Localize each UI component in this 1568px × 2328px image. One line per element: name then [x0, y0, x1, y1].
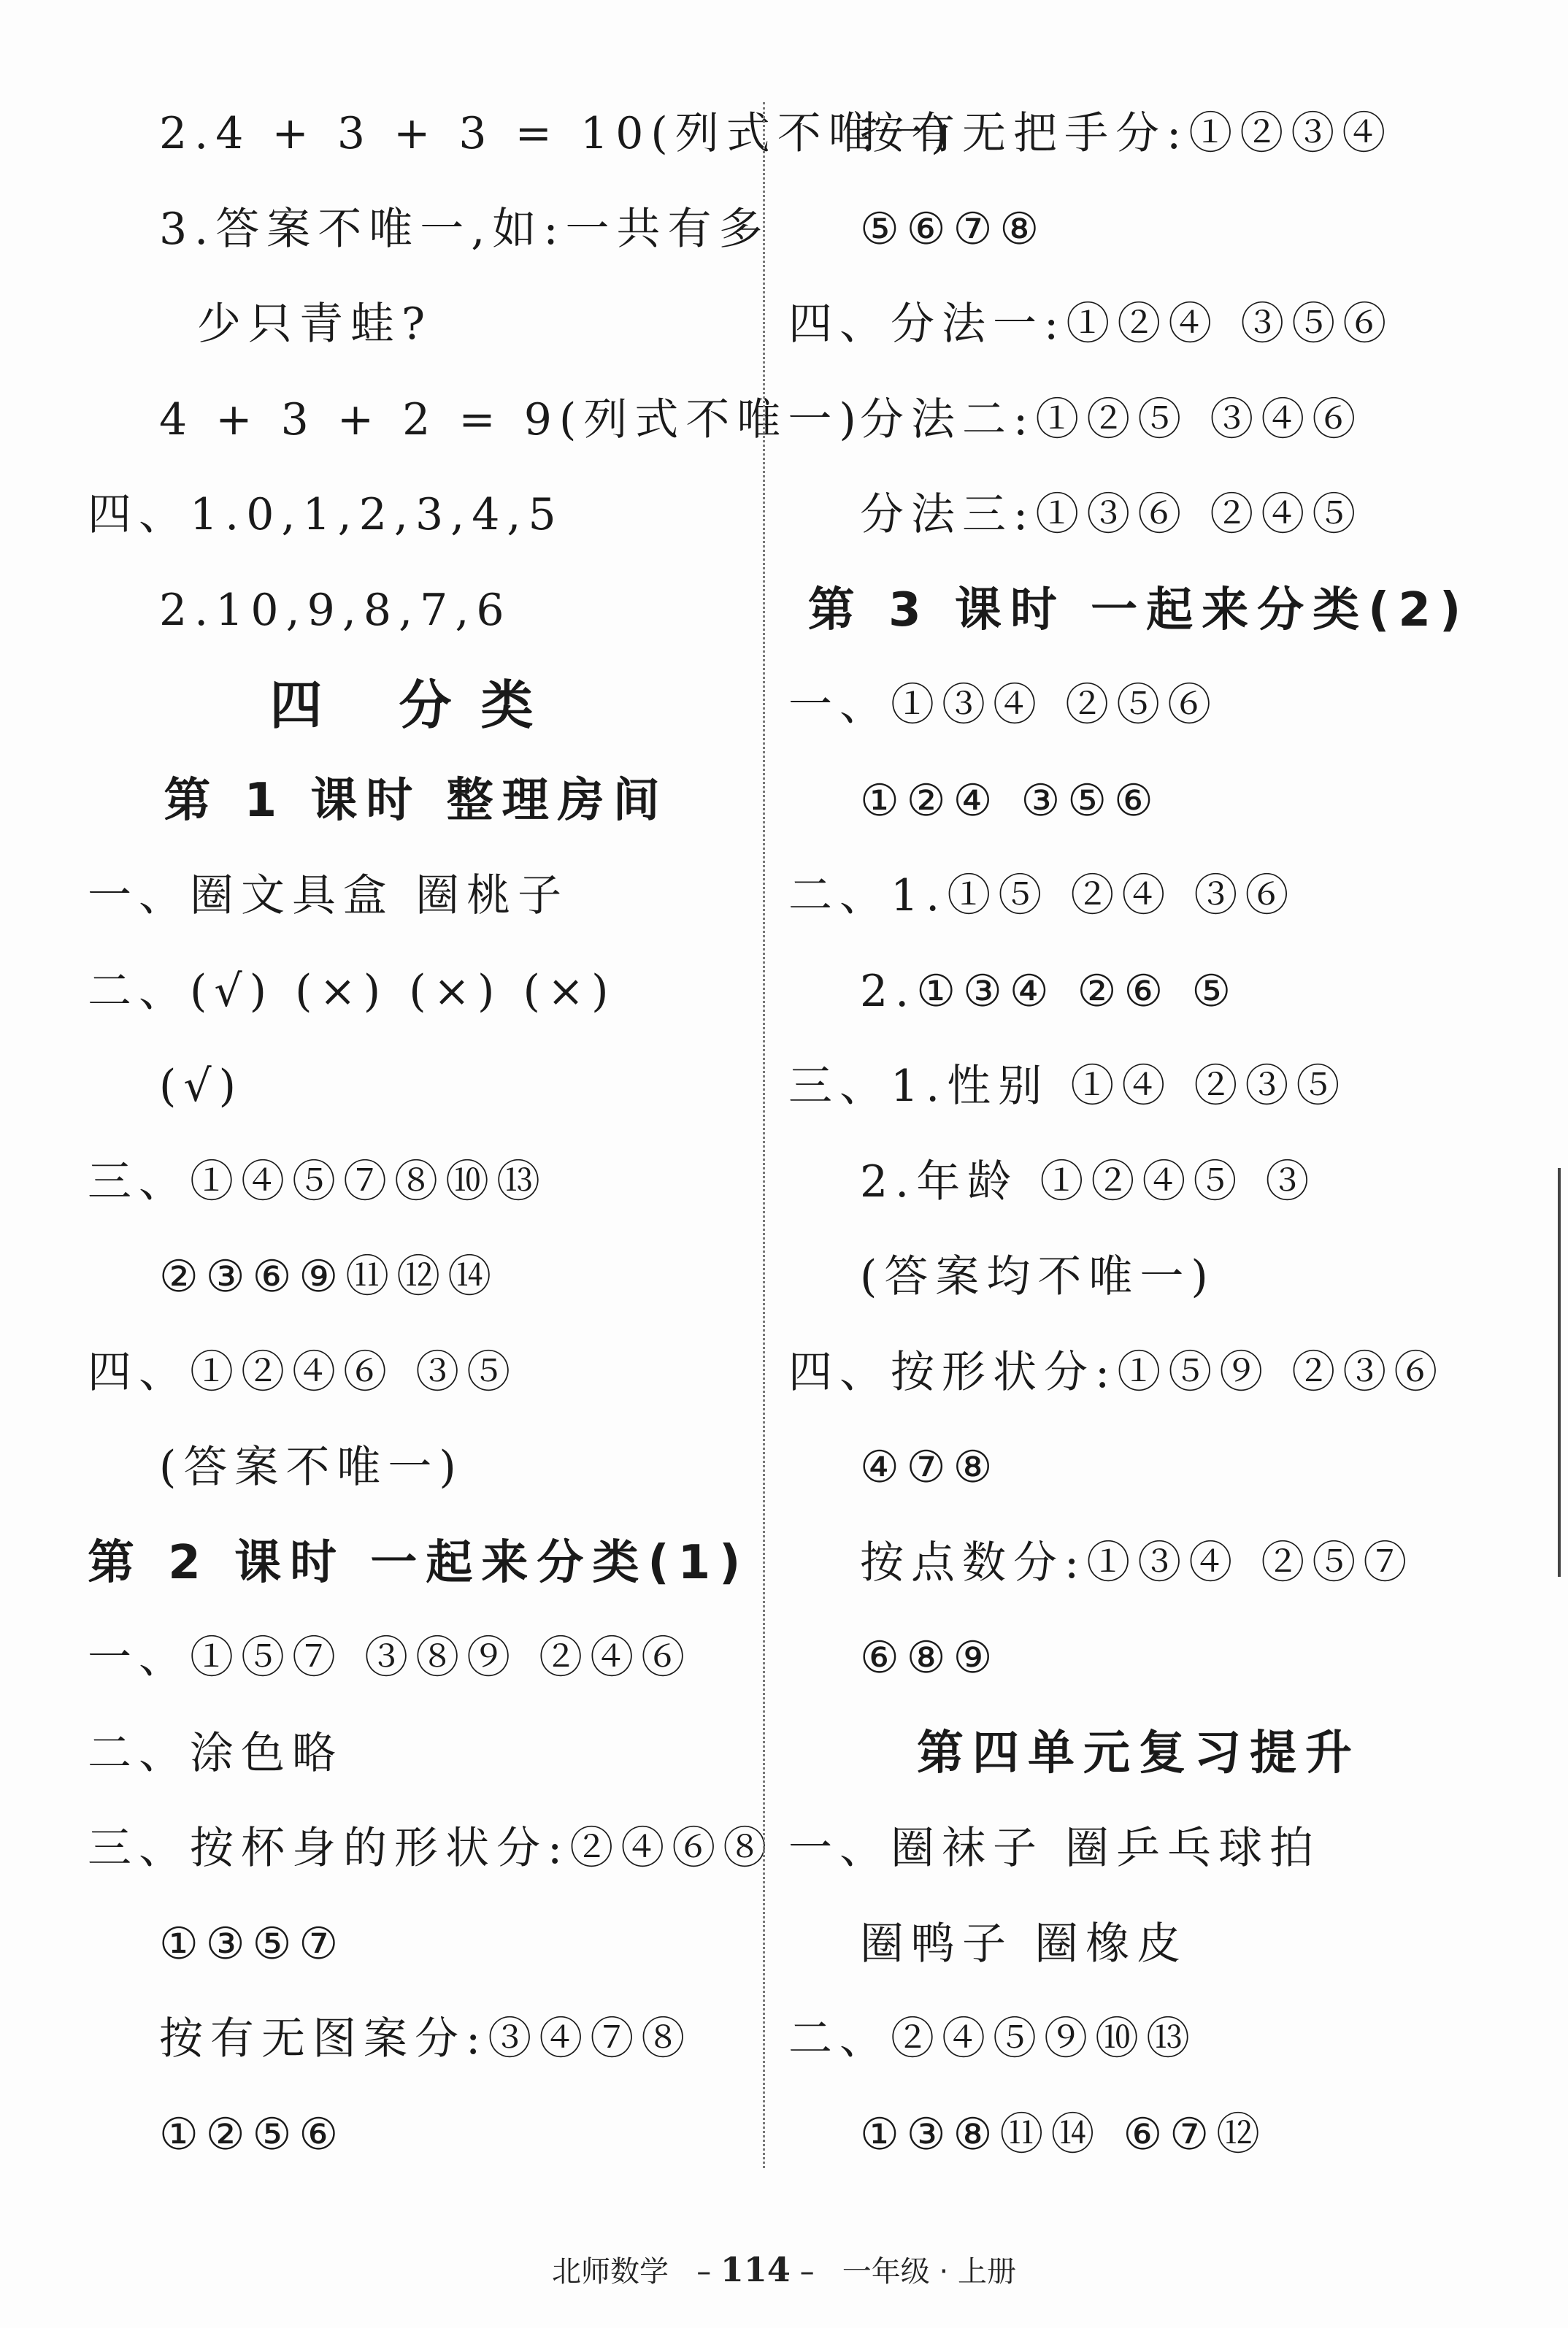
answer-line: ①②⑤⑥	[159, 2108, 346, 2160]
answer-line: 3.答案不唯一,如:一共有多	[159, 203, 770, 255]
answer-line: 2.年龄 ①②④⑤ ③	[860, 1156, 1317, 1207]
answer-line: 四、①②④⑥ ③⑤	[88, 1346, 518, 1398]
answer-line: 四、1.0,1,2,3,4,5	[88, 489, 564, 540]
answer-line: 4 + 3 + 2 = 9(列式不唯一)	[159, 393, 864, 445]
answer-line: ①②④ ③⑤⑥	[860, 775, 1161, 826]
answer-line: 圈鸭子 圈橡皮	[860, 1918, 1188, 1970]
answer-line: 三、1.性别 ①④ ②③⑤	[788, 1061, 1348, 1112]
answer-line: 一、圈文具盒 圈桃子	[88, 870, 569, 921]
section-heading: 四 分类	[269, 675, 563, 736]
answer-line: (√)	[159, 1061, 244, 1112]
answer-line: ①③⑤⑦	[159, 1918, 346, 1970]
page-number: 114	[720, 2250, 791, 2289]
section-heading: 第 2 课时 一起来分类(1)	[88, 1535, 750, 1590]
answer-line: 分法二:①②⑤ ③④⑥	[860, 393, 1364, 445]
column-divider	[763, 102, 765, 2168]
answer-line: 二、②④⑤⑨⑩⑬	[788, 2013, 1197, 2064]
section-heading: 第 1 课时 整理房间	[164, 773, 669, 828]
footer-grade: 一年级 · 上册	[842, 2255, 1016, 2289]
answer-line: 按有无图案分:③④⑦⑧	[159, 2013, 693, 2064]
answer-line: ②③⑥⑨⑪⑫⑭	[159, 1251, 499, 1302]
answer-line: 三、按杯身的形状分:②④⑥⑧	[88, 1823, 775, 1874]
answer-line: ⑤⑥⑦⑧	[860, 203, 1047, 255]
answer-line: ⑥⑧⑨	[860, 1632, 1000, 1683]
section-heading: 第四单元复习提升	[917, 1726, 1361, 1780]
answer-line: 按点数分:①③④ ②⑤⑦	[860, 1537, 1415, 1589]
footer-subject: 北师数学	[552, 2255, 669, 2289]
answer-line: 四、分法一:①②④ ③⑤⑥	[788, 299, 1394, 350]
page-footer: 北师数学 – 114 – 一年级 · 上册	[552, 2250, 1016, 2289]
answer-line: (答案不唯一)	[159, 1442, 464, 1493]
answer-line: 分法三:①③⑥ ②④⑤	[860, 489, 1364, 540]
answer-line: 二、(√) (×) (×) (×)	[88, 965, 616, 1017]
answer-line: 2.4 + 3 + 3 = 10(列式不唯一)	[159, 108, 956, 159]
answer-line: 2.①③④ ②⑥ ⑤	[860, 965, 1239, 1017]
answer-line: 按有无把手分:①②③④	[860, 108, 1394, 159]
answer-line: 少只青蛙?	[197, 299, 433, 350]
answer-line: 一、①③④ ②⑤⑥	[788, 680, 1219, 731]
answer-line: (答案均不唯一)	[860, 1251, 1215, 1302]
answer-line: 二、1.①⑤ ②④ ③⑥	[788, 870, 1296, 921]
section-heading: 第 3 课时 一起来分类(2)	[807, 583, 1470, 637]
right-column	[788, 86, 1489, 2182]
answer-line: 一、①⑤⑦ ③⑧⑨ ②④⑥	[88, 1632, 693, 1683]
answer-line: ④⑦⑧	[860, 1442, 1000, 1493]
answer-line: 二、涂色略	[88, 1727, 343, 1779]
answer-line: 2.10,9,8,7,6	[159, 584, 512, 636]
answer-line: 一、圈袜子 圈乒乓球拍	[788, 1823, 1321, 1874]
answer-line: ①③⑧⑪⑭ ⑥⑦⑫	[860, 2108, 1268, 2160]
answer-line: 三、①④⑤⑦⑧⑩⑬	[88, 1156, 547, 1207]
page-edge-mark	[1558, 1168, 1561, 1577]
answer-line: 四、按形状分:①⑤⑨ ②③⑥	[788, 1346, 1445, 1398]
